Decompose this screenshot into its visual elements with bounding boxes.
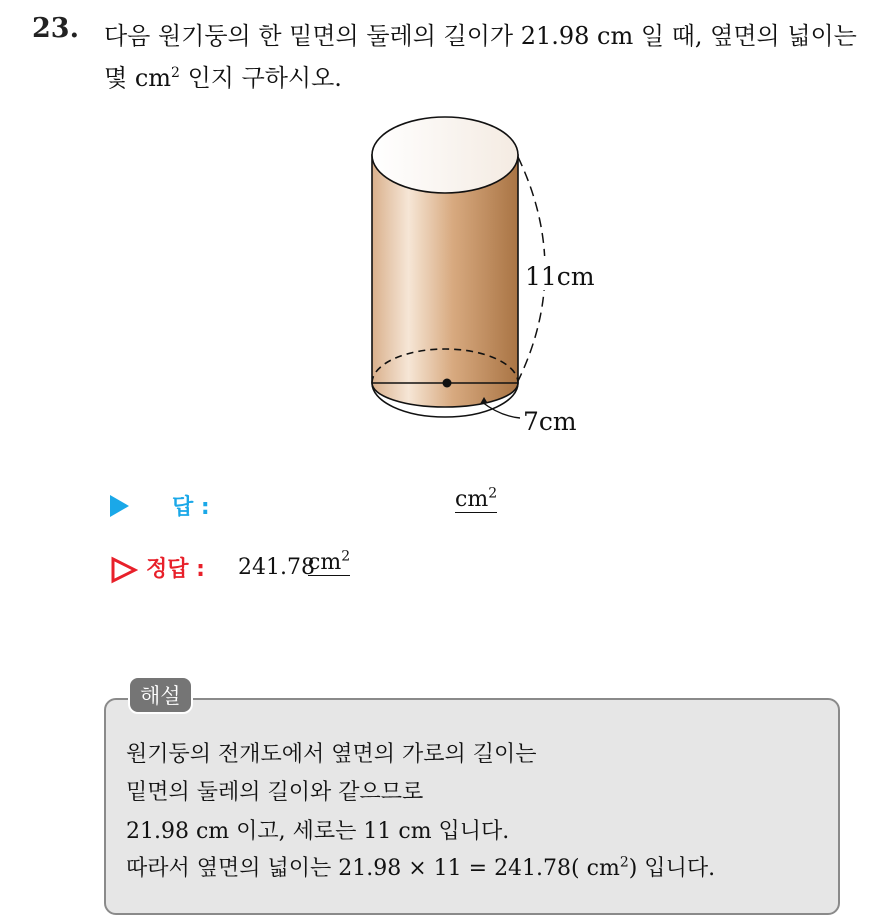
solution-tag: 해설	[128, 676, 193, 714]
question-line2-sup: 2	[171, 65, 180, 81]
correct-unit-text: cm	[308, 550, 342, 575]
height-label: 11cm	[525, 262, 595, 291]
solution-box	[104, 698, 840, 915]
solution-line4	[126, 851, 715, 882]
correct-answer-unit	[308, 548, 351, 576]
correct-answer-label: 정답 :	[146, 557, 205, 582]
solution-line2: 밑면의 둘레의 길이와 같으므로	[126, 780, 424, 805]
question-number: 23.	[32, 13, 79, 44]
outline-triangle-icon	[110, 556, 138, 584]
question-line2-pre: 몇 cm	[104, 64, 172, 92]
correct-unit-sup: 2	[341, 548, 351, 565]
center-point	[443, 379, 452, 388]
correct-answer-value: 241.78	[238, 555, 315, 580]
answer-unit	[455, 485, 498, 513]
answer-label: 답 :	[172, 495, 210, 520]
play-triangle-icon	[110, 495, 129, 517]
diameter-label: 7cm	[523, 407, 577, 436]
solution-line4-pre: 따라서 옆면의 넓이는 21.98 × 11 = 241.78( cm	[126, 856, 620, 881]
cylinder-top	[372, 117, 518, 193]
solution-line4-sup: 2	[619, 854, 629, 871]
answer-unit-sup: 2	[488, 485, 498, 502]
solution-line3: 21.98 cm 이고, 세로는 11 cm 입니다.	[126, 819, 510, 844]
question-text-line1: 다음 원기둥의 한 밑면의 둘레의 길이가 21.98 cm 일 때, 옆면의 넓이는	[104, 22, 857, 50]
answer-unit-text: cm	[455, 487, 489, 512]
question-line2-post: 인지 구하시오.	[179, 64, 342, 92]
solution-line1: 원기둥의 전개도에서 옆면의 가로의 길이는	[126, 742, 537, 767]
solution-line4-post: ) 입니다.	[628, 856, 716, 881]
